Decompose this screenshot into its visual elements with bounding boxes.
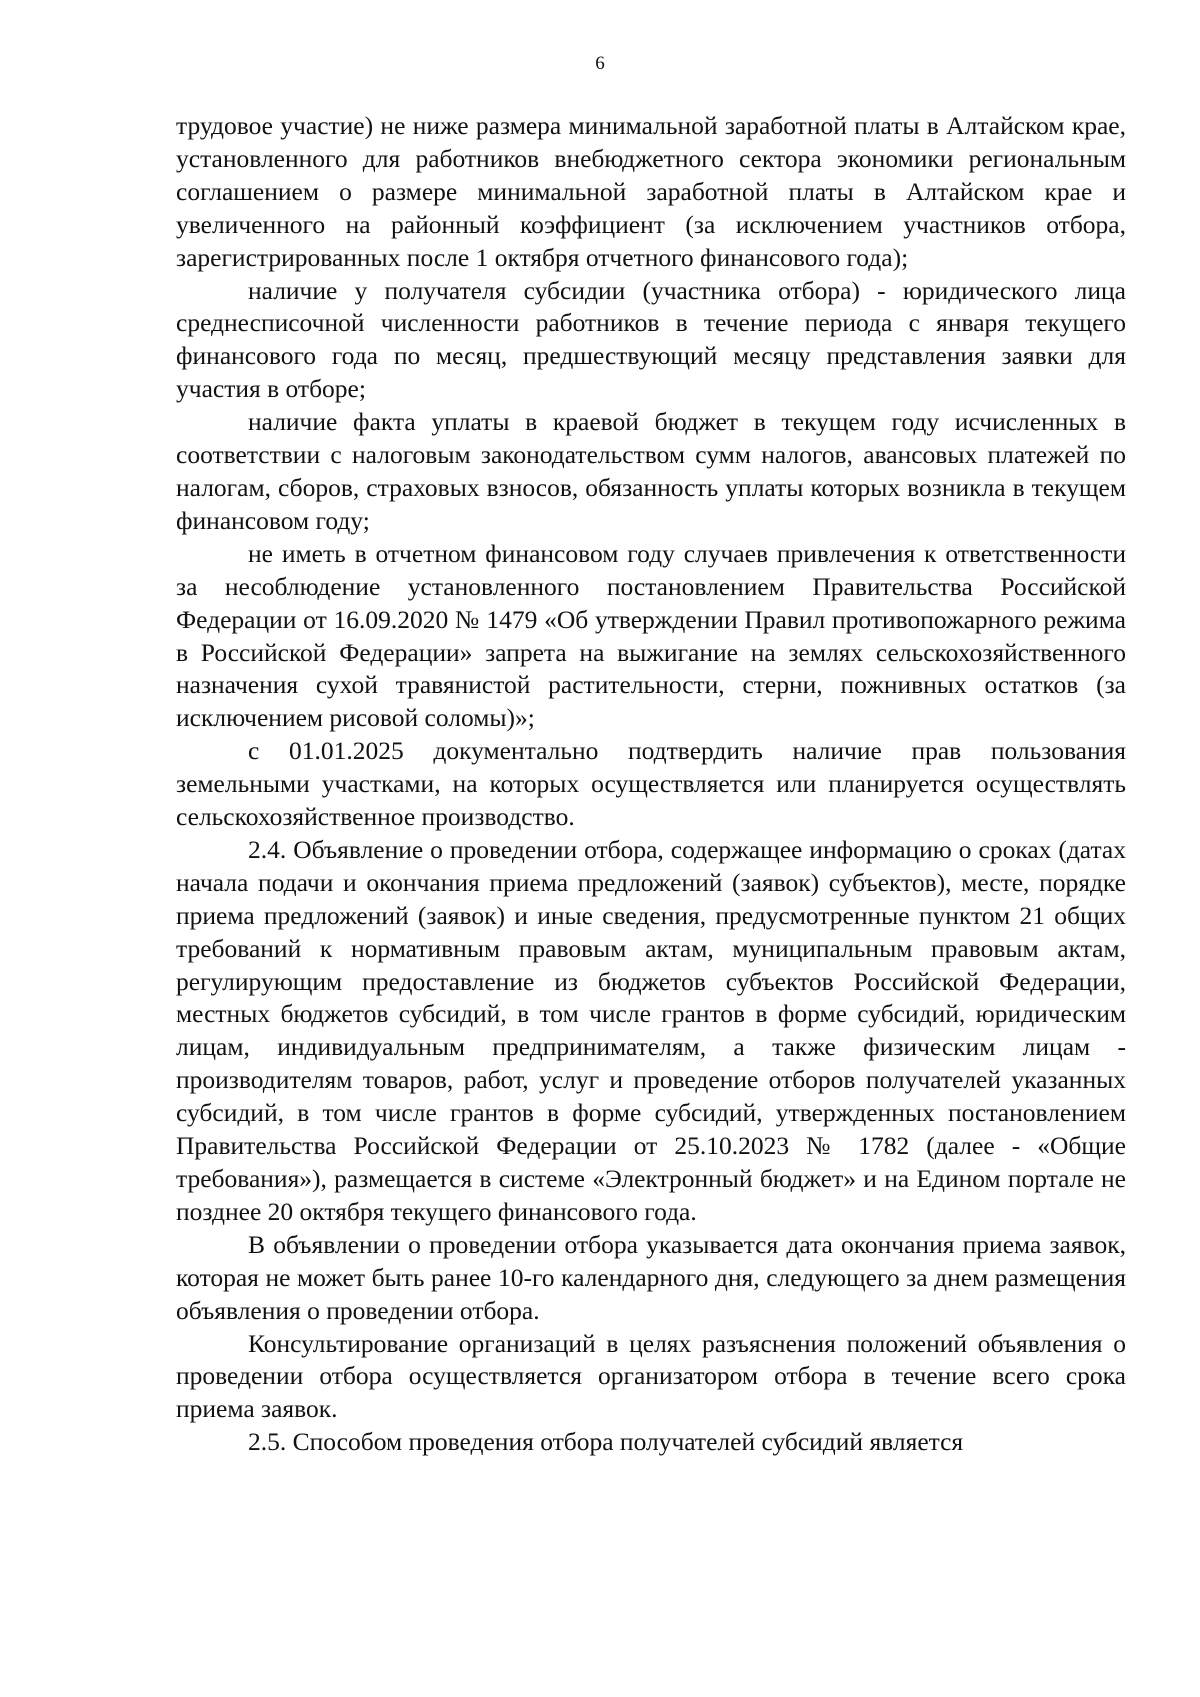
paragraph-deadline: В объявлении о проведении отбора указывается дата окончания приема заявок, которая не может быть ранее 10-го календарного дня, следующего за днем размещения объявления о проведении отбора. xyxy=(176,1229,1126,1325)
paragraph-wage-requirement: трудовое участие) не ниже размера минимальной заработной платы в Алтайском крае, установленного для работников внебюджетного сектора экономики региональным соглашением о размере минимальной заработной платы в Алтайском крае и увеличенного на районный коэффициент (за исключением участников отбора, зарегистрированных после 1 октября отчетного финансового года); xyxy=(176,111,1126,272)
paragraph-fire-safety: не иметь в отчетном финансовом году случаев привлечения к ответственности за несоблюдение установленного постановлением Правительства Российской Федерации от 16.09.2020 № 1479 «Об утверждении Правил противопожарного режима в Российской Федерации» запрета на выжигание на землях сельскохозяйственного назначения сухой травянистой растительности, стерни, пожнивных остатков (за исключением рисовой соломы)»; xyxy=(176,538,1126,733)
document-body xyxy=(176,110,1126,1459)
paragraph-land-rights: с 01.01.2025 документально подтвердить наличие прав пользования земельными участками, на которых осуществляется или планируется осуществлять сельскохозяйственное производство. xyxy=(176,736,1126,832)
paragraph-tax-payment: наличие факта уплаты в краевой бюджет в текущем году исчисленных в соответствии с налоговым законодательством сумм налогов, авансовых платежей по налогам, сборов, страховых взносов, обязанность уплаты которых возникла в текущем финансовом году; xyxy=(176,407,1126,535)
page-number: 6 xyxy=(595,53,605,74)
paragraph-section-2-4: 2.4. Объявление о проведении отбора, содержащее информацию о сроках (датах начала подачи и окончания приема предложений (заявок) субъектов), месте, порядке приема предложений (заявок) и иные сведения, предусмотренные пунктом 21 общих требований к нормативным правовым актам, муниципальным правовым актам, регулирующим предоставление из бюджетов субъектов Российской Федерации, местных бюджетов субсидий, в том числе грантов в форме субсидий, юридическим лицам, индивидуальным предпринимателям, а также физическим лицам - производителям товаров, работ, услуг и проведение отборов получателей указанных субсидий, в том числе грантов в форме субсидий, утвержденных постановлением Правительства Российской Федерации от 25.10.2023 № 1782 (далее - «Общие требования»), размещается в системе «Электронный бюджет» и на Едином портале не позднее 20 октября текущего финансового года. xyxy=(176,834,1126,1226)
paragraph-consulting: Консультирование организаций в целях разъяснения положений объявления о проведении отбора осуществляется организатором отбора в течение всего срока приема заявок. xyxy=(176,1328,1126,1424)
paragraph-employee-count: наличие у получателя субсидии (участника отбора) - юридического лица среднесписочной численности работников в течение периода с января текущего финансового года по месяц, предшествующий месяцу представления заявки для участия в отборе; xyxy=(176,275,1126,404)
paragraph-section-2-5: 2.5. Способом проведения отбора получателей субсидий является xyxy=(248,1427,964,1457)
